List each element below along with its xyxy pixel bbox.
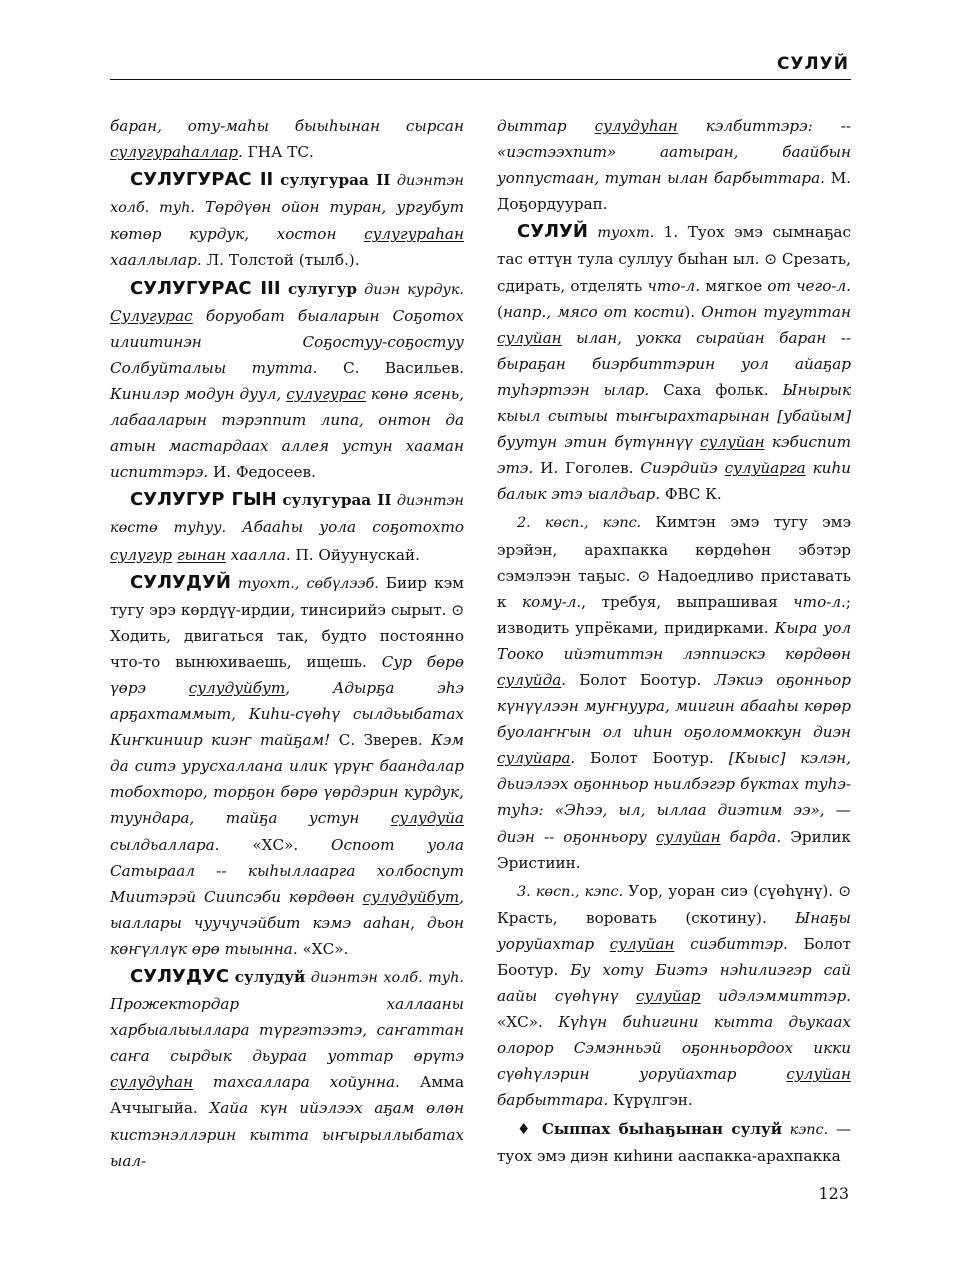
header-rule [110,79,851,80]
body-text: Болот Боотур. [579,670,715,689]
grammar-note: диэнтэн холб. туһ. [305,970,464,986]
example-text: Хайа күн ийэлээх аҕам өлөн кистэнэллэрин кытта ыҥырыллыбатах ыал- [110,1099,464,1170]
dictionary-entry [110,167,464,273]
example-text: Бу хоту Биэтэ нэһилиэгэр сай аайы сүөһүнү [497,961,851,1006]
body-text: Болот Боотур. [497,934,851,979]
grammar-note: 2. көсп., кэпс. [517,515,656,532]
headword: СУЛУЙ [517,221,588,243]
underlined-example: сулуйарга [724,459,806,478]
example-text: от чего-л. [767,276,851,295]
example-text: Прожектордар халлааны харбыалыыллара түргэтээтэ, саҥаттан саҥа сырдык дьураа уоттар өрүтэ [110,995,464,1066]
example-text: көнө ясень, лабааларын тэрэппит липа, онтон да атын мастардаах аллея устун хааман испиттэрэ. [110,384,464,482]
body-text: Красть, воровать (скотину). [497,908,796,927]
symbol-marker: ⊙ [764,250,777,269]
example-text: что-л. [793,592,846,611]
example-text: Сур бөрө үөрэ [110,652,464,697]
example-text: тахсаллара хойунна. [193,1073,420,1092]
example-text: , Адырҕа эһэ арҕахтаммыт, Киһи-сүөһү сылдьыбатах Киҥкиниир киэҥ тайҕам! [110,678,465,750]
body-text: ). [684,302,702,321]
example-text: кэлбиттэрэ: -- «иэстээхпит» аатыран, баайбын уоппустаан, тутан ылан барбыттара. [497,117,851,188]
body-text: Биир кэм тугу эрэ көрдүү-ирдии, тинсирийэ сырыт. [110,573,464,619]
cross-reference: Сыппах быһаҕынан сулуй [533,1119,783,1138]
example-text: Ынаҕы уоруйахтар [497,908,851,953]
example-text: кому-л. [522,592,582,611]
symbol-marker: ⊙ [838,881,851,900]
example-text: Күһүн биһигини кытта дьукаах олорор Сэмэнньэй оҕонньордоох икки сүөһүлэрин уоруйахтар [497,1013,851,1084]
example-text: идэлэммиттэр. [700,987,851,1006]
continued-paragraph [497,113,851,217]
dictionary-entry [497,509,851,875]
grammar-note: 3. көсп., кэпс. [517,883,629,900]
example-text: кэбиспит этэ. [497,433,851,478]
body-text: Эрилик Эристиин. [497,827,851,872]
example-text: что-л. [647,276,701,295]
body-text: ; изводить упрёками, придирками. [497,592,851,637]
example-text: Абааһы уола соҕотохто [242,518,465,537]
body-text: Амма Аччыгыйа. [110,1073,464,1118]
underlined-example: сулуйара [497,749,571,768]
body-text: С. Васильев. [342,358,464,377]
underlined-example: сулуйан [655,827,721,846]
page-number: 123 [818,1184,849,1203]
underlined-example: сулудуйа [390,809,464,828]
body-text: Ходить, двигаться так, будто постоянно что-то вынюхиваешь, ищешь. [110,626,464,671]
body-text: Болот Боотур. [590,749,729,768]
body-text: — туох эмэ диэн киһини ааспакка-арахпакка [497,1119,851,1165]
underlined-example: сулудуйбут [362,887,460,906]
underlined-example: сулудуһан [594,117,678,135]
left-column [110,113,464,1174]
example-text: , ыаллары чуучучэйбит кэмэ ааһан, дьон көҥүллүк өрө тыынна. [110,887,464,958]
underlined-example: сулугурас [286,384,366,403]
grammar-note: туохт., сөбүлээб. [230,575,386,592]
symbol-marker: ⊙ [451,600,464,619]
body-text: Уор, уоран сиэ (сүөһүнү). [628,881,839,900]
example-text: . [570,749,591,768]
dictionary-entry [110,570,464,962]
symbol-marker: ♦ [517,1119,534,1138]
underlined-example: сулуйан [699,433,765,452]
grammar-note: туохт. [587,225,664,242]
body-text: И. Гоголев. [540,459,641,478]
example-text: Ынырык кыыл сытыы тыҥырахтарынан [убайым] буутун этин бүтүннүү [497,380,852,452]
underlined-example: Сулугурас [110,306,193,325]
cross-reference: сулугур [287,279,357,298]
example-text: ылан, уокка сырайан баран -- быраҕан биэрбиттэрин уол айаҕар туһэртээн ылар. [497,328,851,399]
example-text: . [561,670,580,689]
example-text: Сиэрдийэ [640,459,725,478]
example-text: Онтон тугуттан [701,302,851,321]
body-text: мягкое [700,276,768,295]
underlined-example: сулугураһаллар [110,143,239,162]
underlined-example: сулугур [110,545,173,564]
body-text: , требуя, выпрашивая [581,592,794,611]
dictionary-entry [497,219,851,507]
underlined-example: сулуйар [636,987,701,1006]
example-text: хааллылар. [110,251,207,270]
example-text: дыттар [497,117,595,135]
underlined-example: сулудуһан [110,1073,194,1092]
body-text: Кимтэн эмэ тугу эмэ эрэйэн, арахпакка көрдөһөн эбэтэр сэмэлээн таҕыс. [497,513,851,585]
example-text: напр., мясо от кости [502,302,685,321]
headword: СУЛУГУРАС III [130,277,281,299]
body-text: И. Федосеев. [213,463,316,482]
example-text: баран, оту-маһы быыһынан сырсан [110,117,464,135]
example-text: Оспоот уола Сатыраал -- кыһыллаарга холбоспут Миитэрэй Сиипсэби көрдөөн [110,835,464,906]
example-text: боруобат быаларын Соҕотох илиитинэн Соҕостуу-соҕостуу Солбуйталыы тутта. [110,306,464,377]
example-text: Кинилэр модун дуул, [110,384,287,403]
underlined-example: сулудуйбут [188,678,286,697]
body-text: Саха фольк. [663,380,783,399]
underlined-example: сулугураһан [364,225,464,244]
body-text: С. Зверев. [338,731,432,750]
body-text: «ХС». [302,939,349,958]
body-text: Л. Толстой (тылб.). [206,251,360,270]
body-text: «ХС». [497,1013,559,1032]
example-text: Лэкиэ оҕонньор күнүүлээн муҥнуура, миигин абааһы көрөр буолаҥҥын ол иһин оҕоломмоккун диэн [497,670,851,742]
headword: СУЛУГУРАС II [130,169,274,191]
dictionary-entry [110,276,464,486]
body-text: П. Ойуунускай. [295,545,420,564]
underlined-example: сулуйан [609,934,675,953]
underlined-example: сулуйан [786,1065,851,1084]
body-text: ( [497,302,503,321]
example-text: Кыра уол Тооко ийэтиттэн лэппиэскэ көрдөөн [497,618,852,663]
example-text: Кэм да ситэ урусхаллана илик үрүҥ баандалар тобохторо, торҕон бөрө үөрдэрин курдук, туундара, тайҕа устун [110,731,464,828]
body-text: «ХС». [252,835,332,854]
example-text: сылдьаллара. [110,835,253,854]
headword: СУЛУДУЙ [130,571,231,593]
cross-reference: сулугураа II [280,171,391,190]
body-text: Срезать, сдирать, отделять [497,250,851,295]
body-text: М. Доҕордуурап. [497,169,851,214]
underlined-example: сулуйда [497,670,562,689]
running-head: СУЛУЙ [776,54,849,74]
dictionary-entry [497,1116,851,1169]
example-text: [Кыыс] кэлэн, дьиэлээх оҕонньор ньилбэгэр бүктах туһэ-туһэ: «Эһээ, ыл, ыллаа диэтим ээ», — диэн -- оҕонньору [497,749,852,846]
grammar-note: диэнтэн холб. туһ. [110,173,465,217]
grammar-note: диэнтэн көстө туһуу. [110,493,465,537]
symbol-marker: ⊙ [637,566,651,585]
body-text: ФВС К. [664,485,722,504]
body-text: . ГНА ТС. [238,143,314,162]
continued-paragraph [110,113,464,165]
body-text: Надоедливо приставать к [497,566,851,611]
example-text: сиэбиттэр. [674,934,804,953]
underlined-example: сулуйан [497,328,562,347]
dictionary-entry [497,878,851,1114]
headword: СУЛУГУР ГЫН [130,489,277,511]
grammar-note: диэн курдук. [357,281,464,298]
headword: СУЛУДУС [130,966,230,987]
body-text: Күрүлгэн. [612,1091,693,1110]
example-text: барда. [720,827,791,846]
cross-reference: сулудуй [234,968,306,986]
underlined-example: гынан [176,545,226,564]
example-text: хаалла. [225,545,296,564]
dictionary-entry [110,964,464,1174]
example-text: барбыттара. [497,1091,613,1110]
body-text: 1. Туох эмэ сымнаҕас тас өттүн тула суллуу быһан ыл. [497,223,851,269]
body-text [281,280,288,298]
cross-reference: сулугураа II [282,491,392,510]
grammar-note: кэпс. [782,1121,836,1138]
example-text: Төрдүөн ойон туран, ургубут көтөр курдук, хостон [110,198,464,244]
dictionary-entry [110,487,464,567]
right-column [497,113,851,1169]
example-text: киһи балык этэ ыалдьар. [497,459,852,504]
